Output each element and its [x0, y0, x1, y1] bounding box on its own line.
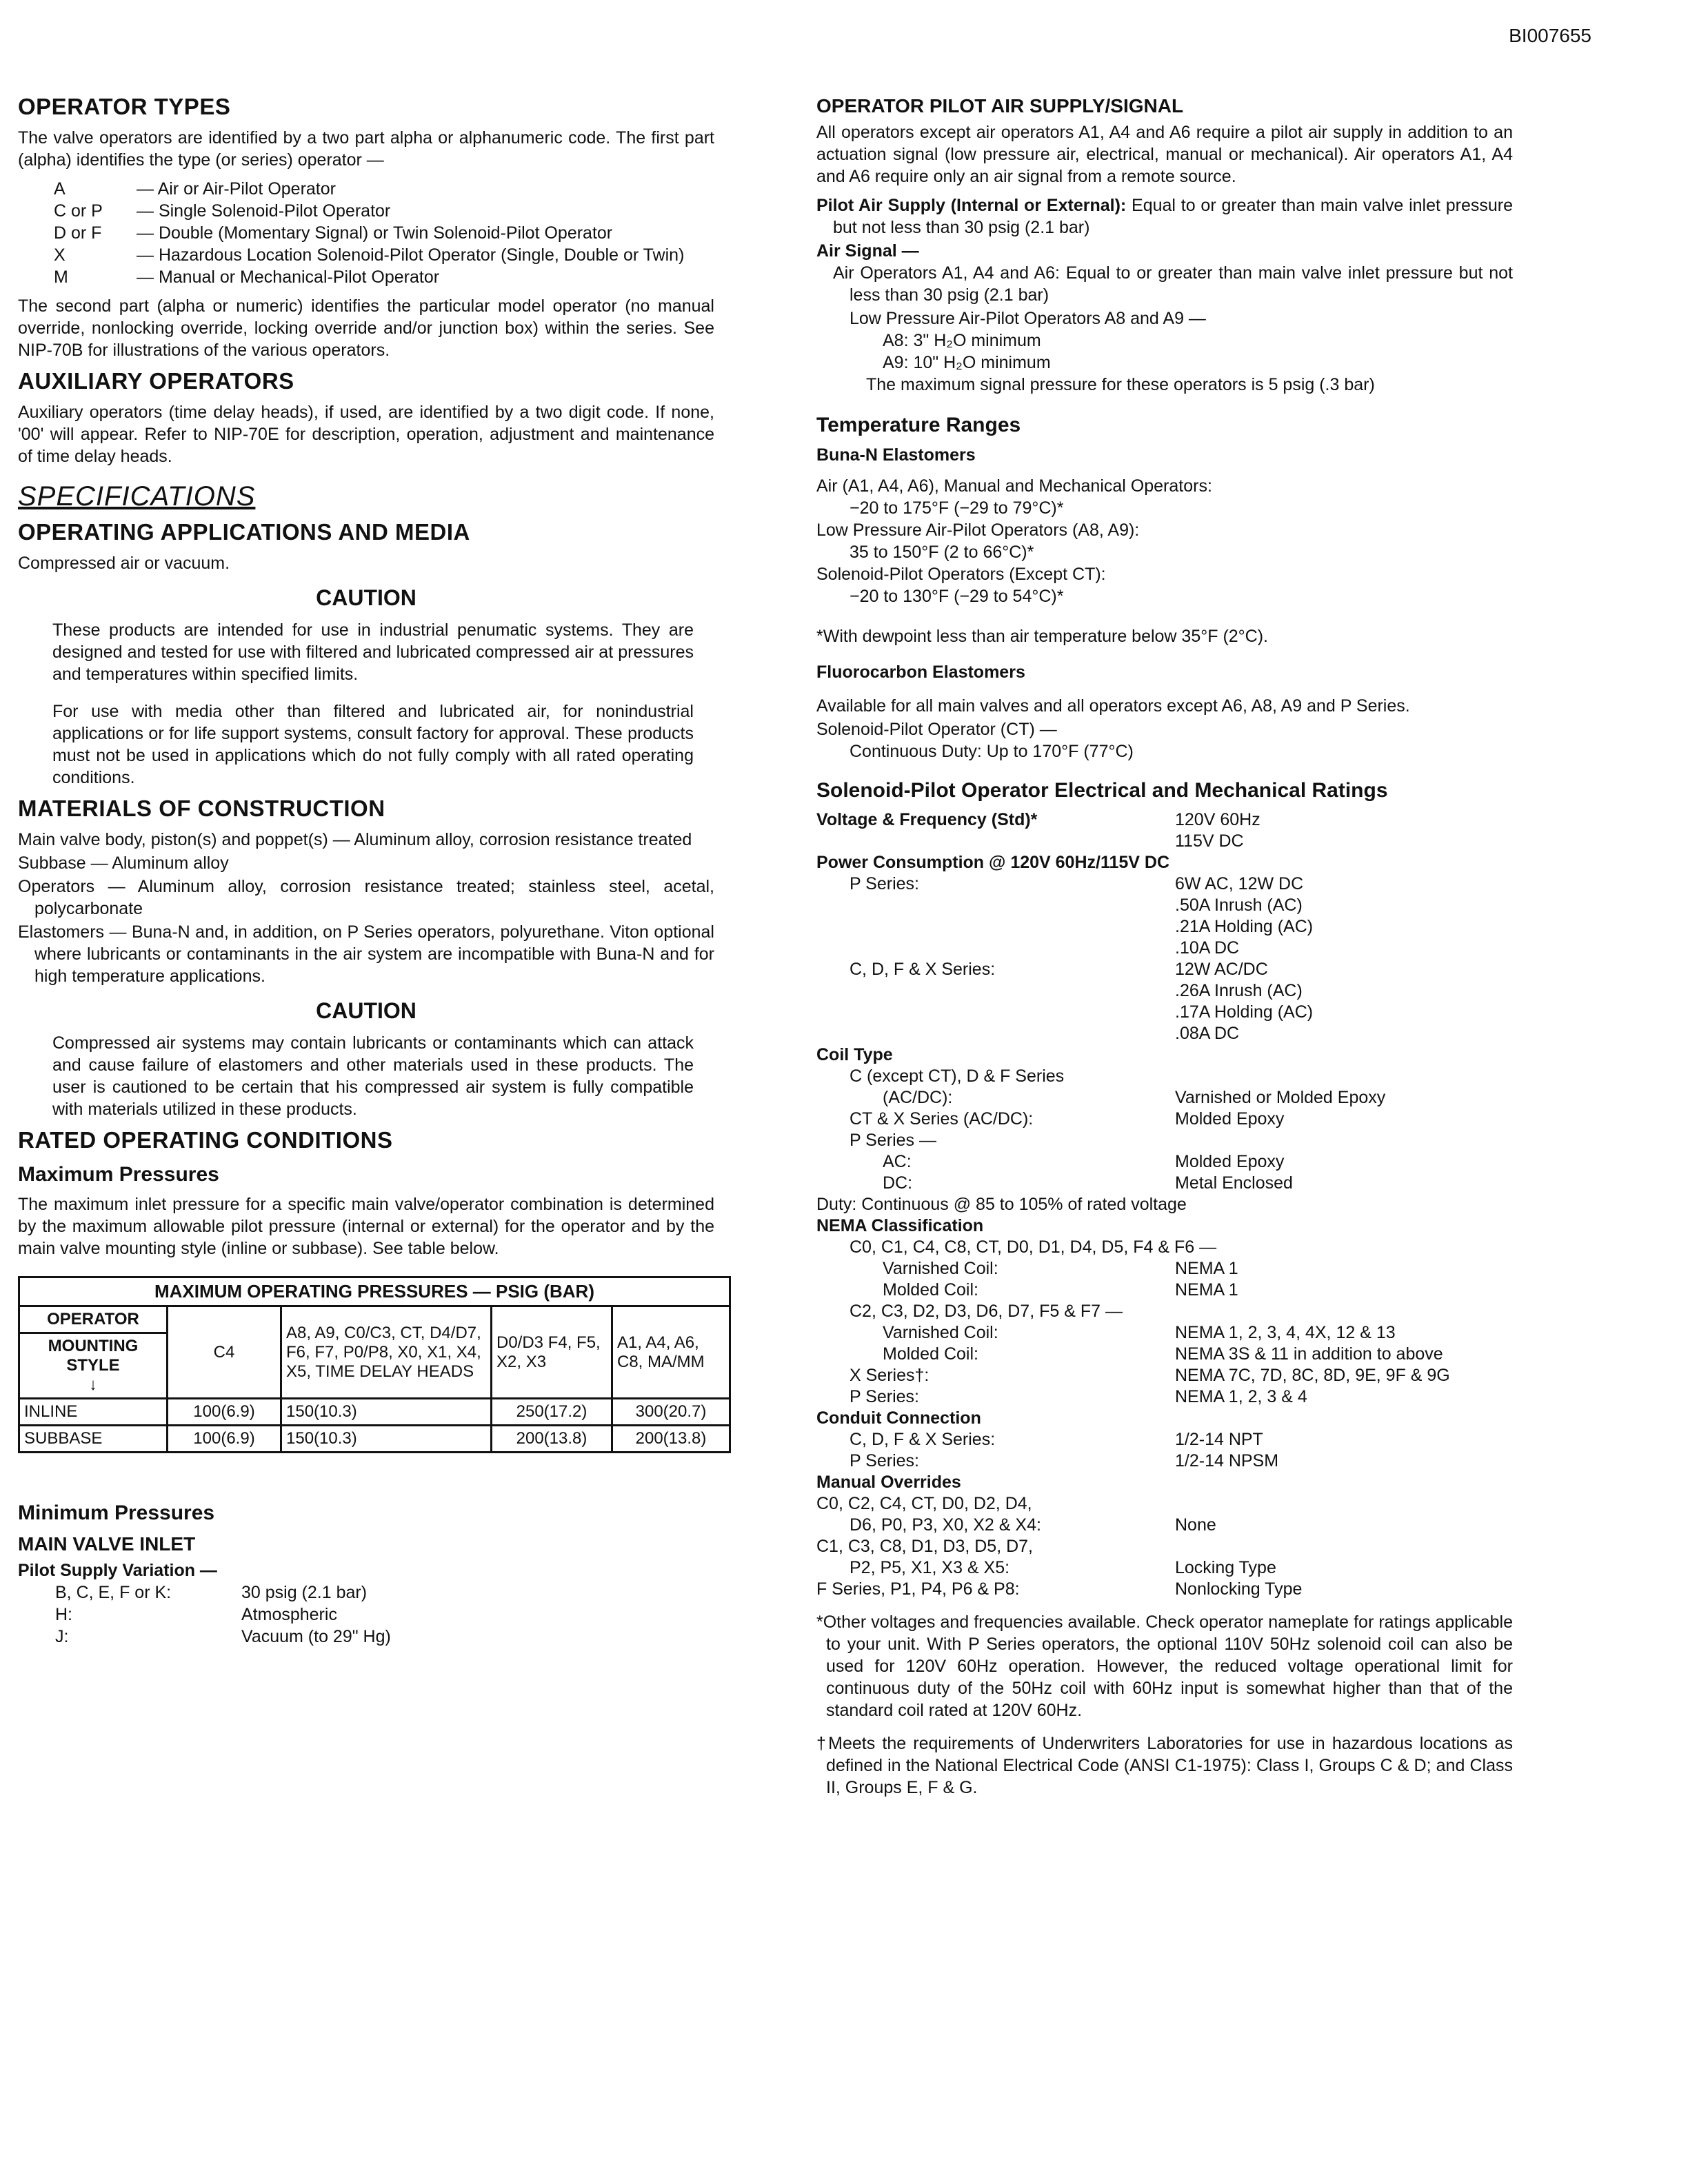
- list-item: Air (A1, A4, A6), Manual and Mechanical Operators:: [816, 476, 1212, 496]
- ratings-value: 120V 60Hz: [1175, 810, 1260, 829]
- materials-item: Subbase — Aluminum alloy: [18, 853, 229, 873]
- ratings-value: None: [1175, 1515, 1216, 1535]
- ratings-row: [816, 1322, 1513, 1344]
- list-item: J: Vacuum (to 29" Hg): [55, 1627, 391, 1646]
- ratings-key: C0, C2, C4, CT, D0, D2, D4,: [816, 1494, 1032, 1513]
- ratings-key: Coil Type: [816, 1045, 893, 1064]
- ratings-value: Molded Epoxy: [1175, 1109, 1285, 1129]
- ratings-key: AC:: [883, 1152, 912, 1171]
- caution-title: CAUTION: [316, 585, 416, 610]
- ratings-value: 12W AC/DC: [1175, 960, 1268, 979]
- ratings-row: [816, 938, 1513, 959]
- dewpoint-note: *With dewpoint less than air temperature below 35°F (2°C).: [816, 627, 1269, 646]
- ratings-value: .50A Inrush (AC): [1175, 896, 1303, 915]
- ratings-key: D6, P0, P3, X0, X2 & X4:: [850, 1515, 1041, 1535]
- ratings-value: .26A Inrush (AC): [1175, 981, 1303, 1000]
- ratings-row: [816, 1301, 1513, 1322]
- ratings-key: Voltage & Frequency (Std)*: [816, 810, 1038, 829]
- max-signal-note: The maximum signal pressure for these operators is 5 psig (.3 bar): [866, 375, 1375, 394]
- operator-types-list: [18, 178, 714, 288]
- temperature-list: [816, 475, 1513, 607]
- ratings-value: Nonlocking Type: [1175, 1579, 1303, 1599]
- ratings-key: P Series:: [850, 1451, 919, 1470]
- caution-box-2: [18, 998, 714, 1120]
- ratings-key: F Series, P1, P4, P6 & P8:: [816, 1579, 1020, 1599]
- operator-type-item: A — Air or Air-Pilot Operator: [54, 179, 336, 199]
- ratings-value: .21A Holding (AC): [1175, 917, 1314, 936]
- caution-paragraph: Compressed air systems may contain lubricants or contaminants which can attack and cause failure of elastomers and other materials used in these products. The user is cautioned to be certain that his compressed air system is fully compatible with materials utilized in these products.: [52, 1033, 694, 1119]
- ratings-row: [816, 809, 1513, 831]
- operator-type-item: X — Hazardous Location Solenoid-Pilot Operator (Single, Double or Twin): [54, 245, 685, 265]
- ratings-row: [816, 1258, 1513, 1280]
- buna-heading: Buna-N Elastomers: [816, 445, 976, 465]
- ratings-row: [816, 1365, 1513, 1386]
- fluorocarbon-text: Available for all main valves and all operators except A6, A8, A9 and P Series.: [816, 696, 1410, 716]
- caution-box-1: [18, 585, 714, 789]
- ratings-row: [816, 1408, 1513, 1429]
- document-id: BI007655: [1509, 25, 1591, 46]
- ratings-key: X Series†:: [850, 1366, 930, 1385]
- ratings-row: [816, 1066, 1513, 1087]
- fluorocarbon-line: Solenoid-Pilot Operator (CT) —: [816, 720, 1057, 739]
- ratings-key: P Series:: [850, 874, 919, 893]
- ratings-key: C0, C1, C4, C8, CT, D0, D1, D4, D5, F4 & F6 —: [850, 1237, 1217, 1257]
- ratings-key: Duty: Continuous @ 85 to 105% of rated voltage: [816, 1195, 1187, 1214]
- ratings-row: [816, 852, 1513, 873]
- min-pressures-heading: Minimum Pressures: [18, 1502, 215, 1524]
- ratings-row: [816, 1515, 1513, 1536]
- ratings-row: [816, 1557, 1513, 1579]
- ratings-row: [816, 1536, 1513, 1557]
- list-item: −20 to 130°F (−29 to 54°C)*: [850, 587, 1064, 606]
- ratings-value: .08A DC: [1175, 1024, 1240, 1043]
- ratings-value: Locking Type: [1175, 1558, 1276, 1577]
- air-signal-label: Air Signal —: [816, 241, 919, 261]
- ratings-row: [816, 959, 1513, 980]
- ratings-value: NEMA 3S & 11 in addition to above: [1175, 1344, 1443, 1364]
- ratings-key: DC:: [883, 1173, 913, 1193]
- ratings-row: [816, 1429, 1513, 1450]
- ratings-row: [816, 1386, 1513, 1408]
- pilot-air-heading: OPERATOR PILOT AIR SUPPLY/SIGNAL: [816, 95, 1184, 117]
- ratings-key: C2, C3, D2, D3, D6, D7, F5 & F7 —: [850, 1302, 1123, 1321]
- ratings-key: C, D, F & X Series:: [850, 1430, 996, 1449]
- ratings-list: [816, 809, 1513, 1600]
- max-pressures-heading: Maximum Pressures: [18, 1163, 219, 1186]
- ratings-row: [816, 1173, 1513, 1194]
- ratings-row: [816, 1280, 1513, 1301]
- pilot-air-text: All operators except air operators A1, A4 and A6 require a pilot air supply in addition to an actuation signal (low pressure air, electrical, manual or mechanical). Air operators A1, A4 and A6 require only an air signal from a remote source.: [816, 123, 1513, 186]
- list-item: B, C, E, F or K: 30 psig (2.1 bar): [55, 1583, 368, 1602]
- ratings-value: 1/2-14 NPSM: [1175, 1451, 1279, 1470]
- ratings-value: NEMA 1, 2, 3, 4, 4X, 12 & 13: [1175, 1323, 1396, 1342]
- ratings-key: [816, 1023, 1175, 1044]
- ratings-key: Varnished Coil:: [883, 1323, 998, 1342]
- materials-item: Operators — Aluminum alloy, corrosion resistance treated; stainless steel, acetal, polycarbonate: [18, 877, 714, 918]
- ratings-row: [816, 1044, 1513, 1066]
- ratings-value: .17A Holding (AC): [1175, 1002, 1314, 1022]
- ratings-value: Metal Enclosed: [1175, 1173, 1293, 1193]
- table-corner-header: OPERATOR MOUNTING STYLE ↓: [19, 1306, 168, 1399]
- ratings-key: [816, 980, 1175, 1002]
- ratings-row: [816, 1493, 1513, 1515]
- ratings-row: [816, 1087, 1513, 1109]
- ratings-row: [816, 895, 1513, 916]
- ratings-key: [816, 895, 1175, 916]
- footnote-ul: †Meets the requirements of Underwriters Laboratories for use in hazardous locations as defined in the National Electrical Code (ANSI C1-1975): Class I, Groups C & D; and Class II, Groups E, F & G.: [816, 1734, 1513, 1797]
- ratings-key: [816, 831, 1175, 852]
- ratings-value: Molded Epoxy: [1175, 1152, 1285, 1171]
- pilot-air-supply: Pilot Air Supply (Internal or External): Equal to or greater than main valve inlet pressure but not less than 30 psig (2.1 bar): [816, 196, 1513, 237]
- ratings-value: NEMA 1: [1175, 1280, 1238, 1300]
- air-signal-item: Air Operators A1, A4 and A6: Equal to or greater than main valve inlet pressure but not less than 30 psig (2.1 bar): [833, 263, 1513, 305]
- operator-types-heading: OPERATOR TYPES: [18, 94, 231, 119]
- ratings-row: [816, 1194, 1513, 1215]
- ratings-value: NEMA 7C, 7D, 8C, 8D, 9E, 9F & 9G: [1175, 1366, 1450, 1385]
- ratings-key: P Series:: [850, 1387, 919, 1406]
- ratings-heading: Solenoid-Pilot Operator Electrical and Mechanical Ratings: [816, 779, 1388, 802]
- ratings-key: Conduit Connection: [816, 1408, 981, 1428]
- air-signal-a9: A9: 10" H₂O minimum: [883, 353, 1051, 372]
- ratings-key: Varnished Coil:: [883, 1259, 998, 1278]
- list-item: −20 to 175°F (−29 to 79°C)*: [850, 498, 1064, 518]
- ratings-key: C (except CT), D & F Series: [850, 1066, 1065, 1086]
- operator-types-intro: The valve operators are identified by a two part alpha or alphanumeric code. The first part (alpha) identifies the type (or series) operator —: [18, 128, 714, 170]
- ratings-key: (AC/DC):: [883, 1088, 953, 1107]
- ratings-row: [816, 980, 1513, 1002]
- ratings-row: [816, 1579, 1513, 1600]
- ratings-key: C1, C3, C8, D1, D3, D5, D7,: [816, 1537, 1034, 1556]
- pilot-supply-label: Pilot Supply Variation —: [18, 1561, 217, 1580]
- ratings-row: [816, 1151, 1513, 1173]
- ratings-row: [816, 1130, 1513, 1151]
- ratings-row: [816, 1023, 1513, 1044]
- table-column-header: A8, A9, C0/C3, CT, D4/D7, F6, F7, P0/P8, X0, X1, X4, X5, TIME DELAY HEADS: [281, 1306, 492, 1399]
- list-item: 35 to 150°F (2 to 66°C)*: [850, 543, 1034, 562]
- table-title: MAXIMUM OPERATING PRESSURES — PSIG (BAR): [19, 1277, 730, 1306]
- ratings-value: Varnished or Molded Epoxy: [1175, 1088, 1386, 1107]
- ratings-key: Molded Coil:: [883, 1280, 978, 1300]
- materials-heading: MATERIALS OF CONSTRUCTION: [18, 796, 385, 821]
- list-item: H: Atmospheric: [55, 1605, 337, 1624]
- ratings-row: [816, 1237, 1513, 1258]
- ratings-row: [816, 1002, 1513, 1023]
- ratings-value: NEMA 1, 2, 3 & 4: [1175, 1387, 1307, 1406]
- table-column-header: A1, A4, A6, C8, MA/MM: [612, 1306, 730, 1399]
- ratings-key: P Series —: [850, 1131, 936, 1150]
- operator-type-item: C or P — Single Solenoid-Pilot Operator: [54, 201, 391, 221]
- right-column: [816, 90, 1513, 1806]
- operator-type-item: D or F — Double (Momentary Signal) or Twin Solenoid-Pilot Operator: [54, 223, 613, 243]
- ratings-key: NEMA Classification: [816, 1216, 984, 1235]
- ratings-row: [816, 1450, 1513, 1472]
- main-valve-inlet-heading: MAIN VALVE INLET: [18, 1533, 196, 1555]
- ratings-row: [816, 1109, 1513, 1130]
- materials-item: Main valve body, piston(s) and poppet(s) — Aluminum alloy, corrosion resistance treated: [18, 830, 692, 849]
- list-item: Low Pressure Air-Pilot Operators (A8, A9):: [816, 520, 1140, 540]
- table-column-header: D0/D3 F4, F5, X2, X3: [492, 1306, 612, 1399]
- list-item: Solenoid-Pilot Operators (Except CT):: [816, 565, 1106, 584]
- table-row: INLINE 100(6.9) 150(10.3) 250(17.2) 300(20.7): [19, 1399, 730, 1426]
- ratings-value: 1/2-14 NPT: [1175, 1430, 1263, 1449]
- ratings-key: [816, 916, 1175, 938]
- caution-paragraph: These products are intended for use in industrial penumatic systems. They are designed and tested for use with filtered and lubricated compressed air at pressures and temperatures within specified limits.: [52, 620, 694, 684]
- ratings-key: [816, 938, 1175, 959]
- ratings-row: [816, 1215, 1513, 1237]
- air-signal-a8: A8: 3" H₂O minimum: [883, 331, 1041, 350]
- table-column-header: C4: [168, 1306, 281, 1399]
- air-signal-item: Low Pressure Air-Pilot Operators A8 and A9 —: [850, 309, 1206, 328]
- ratings-row: [816, 1472, 1513, 1493]
- specifications-heading: SPECIFICATIONS: [18, 481, 256, 512]
- ratings-value: 115V DC: [1175, 831, 1244, 851]
- ratings-row: [816, 1344, 1513, 1365]
- applications-heading: OPERATING APPLICATIONS AND MEDIA: [18, 519, 470, 545]
- footnote-voltages: *Other voltages and frequencies available. Check operator nameplate for ratings applicable to your unit. With P Series operators, the optional 110V 50Hz solenoid coil can also be used for 120V 60Hz operation. However, the reduced voltage operational limit for continuous duty of the 50Hz coil with 60Hz input is somewhat higher than that of the standard coil rated at 120V 60Hz.: [816, 1612, 1513, 1720]
- ratings-value: .10A DC: [1175, 938, 1240, 958]
- rated-conditions-heading: RATED OPERATING CONDITIONS: [18, 1127, 393, 1153]
- table-row: SUBBASE 100(6.9) 150(10.3) 200(13.8) 200(13.8): [19, 1426, 730, 1453]
- materials-item: Elastomers — Buna-N and, in addition, on P Series operators, polyurethane. Viton optional where lubricants or contaminants in the air system are incompatible with Buna-N and for high temperature applications.: [18, 922, 714, 986]
- ratings-key: P2, P5, X1, X3 & X5:: [850, 1558, 1010, 1577]
- caution-paragraph: For use with media other than filtered and lubricated air, for nonindustrial applications or for life support systems, consult factory for approval. These products must not be used in applications which do not fully comply with all rated operating conditions.: [52, 702, 694, 787]
- ratings-value: NEMA 1: [1175, 1259, 1238, 1278]
- operator-type-item: M — Manual or Mechanical-Pilot Operator: [54, 267, 440, 287]
- ratings-row: [816, 873, 1513, 895]
- operator-types-outro: The second part (alpha or numeric) identifies the particular model operator (no manual override, nonlocking override, locking override and/or junction box) within the series. See NIP-70B for illustrations of the various operators.: [18, 296, 714, 360]
- ratings-row: [816, 916, 1513, 938]
- pilot-supply-list: [18, 1581, 714, 1648]
- left-column: [18, 90, 714, 1648]
- fluorocarbon-line: Continuous Duty: Up to 170°F (77°C): [850, 742, 1134, 761]
- max-pressures-table: [18, 1276, 731, 1453]
- temperature-heading: Temperature Ranges: [816, 414, 1021, 436]
- auxiliary-text: Auxiliary operators (time delay heads), if used, are identified by a two digit code. If none, '00' will appear. Refer to NIP-70E for description, operation, adjustment and maintenance of time delay heads.: [18, 403, 714, 466]
- ratings-value: 6W AC, 12W DC: [1175, 874, 1304, 893]
- ratings-key: [816, 1002, 1175, 1023]
- ratings-row: [816, 831, 1513, 852]
- applications-text: Compressed air or vacuum.: [18, 554, 230, 573]
- auxiliary-heading: AUXILIARY OPERATORS: [18, 368, 294, 394]
- ratings-key: Molded Coil:: [883, 1344, 978, 1364]
- fluorocarbon-heading: Fluorocarbon Elastomers: [816, 663, 1025, 682]
- ratings-key: CT & X Series (AC/DC):: [850, 1109, 1034, 1129]
- ratings-key: Manual Overrides: [816, 1473, 961, 1492]
- ratings-key: Power Consumption @ 120V 60Hz/115V DC: [816, 853, 1170, 872]
- caution-title: CAUTION: [316, 998, 416, 1023]
- ratings-key: C, D, F & X Series:: [850, 960, 996, 979]
- max-pressures-text: The maximum inlet pressure for a specific main valve/operator combination is determined by the maximum allowable pilot pressure (internal or external) for the operator and by the main valve mounting style (inline or subbase). See table below.: [18, 1195, 714, 1258]
